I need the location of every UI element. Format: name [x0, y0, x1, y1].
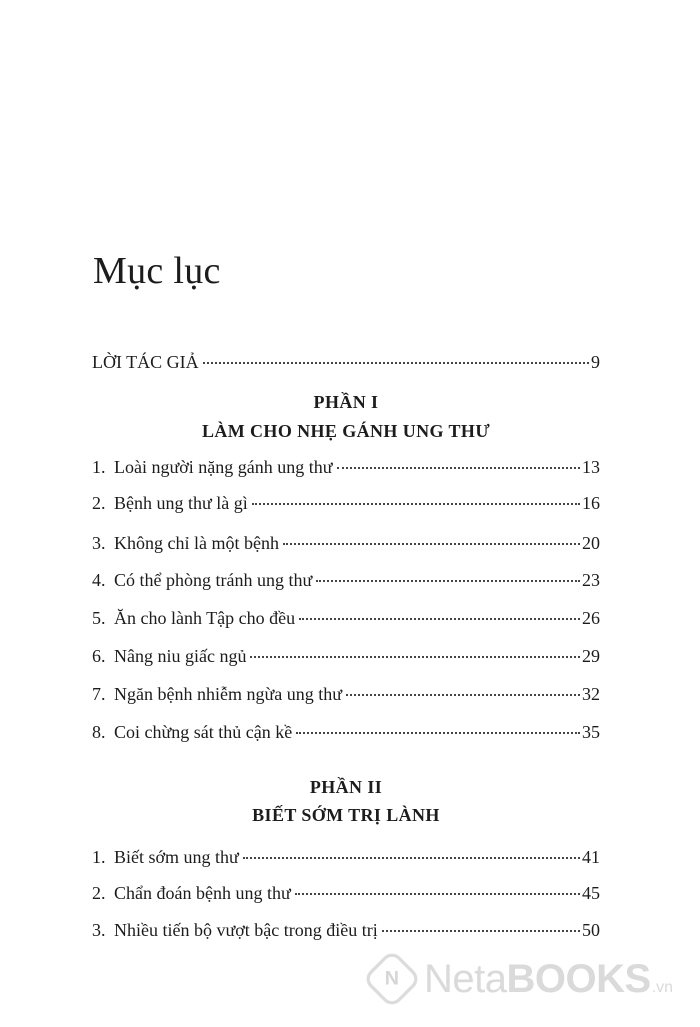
toc-entry-title: Nhiều tiến bộ vượt bậc trong điều trị [114, 920, 378, 940]
toc-entry-page: 9 [591, 352, 600, 372]
part-1-title: LÀM CHO NHẸ GÁNH UNG THƯ [201, 421, 491, 441]
toc-entry-page: 26 [582, 608, 600, 628]
dot-leader [299, 617, 580, 620]
dot-leader [250, 655, 580, 658]
toc-entry[interactable] [92, 606, 600, 630]
toc-entry-title: Ăn cho lành Tập cho đều [114, 608, 296, 628]
toc-entry-number: 3. [92, 533, 106, 553]
toc-entry-page: 35 [582, 722, 600, 742]
logo-mark-letter: N [384, 967, 400, 990]
toc-entry-title: Ngăn bệnh nhiễm ngừa ung thư [114, 684, 342, 704]
toc-entry-number: 8. [92, 722, 106, 742]
part-2-title: BIẾT SỚM TRỊ LÀNH [252, 805, 440, 825]
toc-entry-page: 32 [582, 684, 600, 704]
toc-entry-number: 1. [92, 457, 106, 477]
toc-entry-page: 13 [582, 457, 600, 477]
dot-leader [337, 466, 581, 469]
watermark-name-bold: BOOKS [506, 956, 651, 1001]
toc-entry-title: Biết sớm ung thư [114, 847, 239, 867]
toc-entry-number: 2. [92, 493, 106, 513]
dot-leader [295, 892, 580, 895]
toc-entry-page: 23 [582, 570, 600, 590]
toc-entry-title: Loài người nặng gánh ung thư [114, 457, 333, 477]
dot-leader [252, 502, 580, 505]
toc-entry-preface[interactable] [92, 350, 600, 374]
netabooks-watermark [366, 953, 673, 1005]
toc-entry[interactable] [92, 720, 600, 744]
toc-entry[interactable] [92, 568, 600, 592]
toc-entry-page: 20 [582, 533, 600, 553]
part-1-label: PHẦN I [313, 392, 379, 412]
toc-entry-page: 29 [582, 646, 600, 666]
dot-leader [316, 579, 580, 582]
watermark-name [424, 957, 651, 1002]
toc-entry-page: 45 [582, 883, 600, 903]
page-title: Mục lục [93, 250, 221, 292]
toc-entry-title: Coi chừng sát thủ cận kề [114, 722, 293, 742]
dot-leader [346, 693, 580, 696]
toc-entry-number: 7. [92, 684, 106, 704]
toc-entry-title: Chẩn đoán bệnh ung thư [114, 883, 291, 903]
toc-entry-number: 6. [92, 646, 106, 666]
toc-entry[interactable] [92, 918, 600, 942]
toc-entry[interactable] [92, 491, 600, 515]
toc-entry-title: Có thể phòng tránh ung thư [114, 570, 313, 590]
toc-entry-number: 1. [92, 847, 106, 867]
toc-entry-title: Không chỉ là một bệnh [114, 533, 279, 553]
dot-leader [203, 361, 589, 364]
dot-leader [382, 929, 580, 932]
toc-entry-number: 2. [92, 883, 106, 903]
toc-entry-title: Bệnh ung thư là gì [114, 493, 248, 513]
toc-entry-number: 4. [92, 570, 106, 590]
toc-entry-title: Nâng niu giấc ngủ [114, 646, 247, 666]
part-2-label: PHẦN II [309, 777, 383, 797]
toc-entry[interactable] [92, 644, 600, 668]
toc-entry[interactable] [92, 455, 600, 479]
toc-entry-page: 50 [582, 920, 600, 940]
dot-leader [243, 856, 580, 859]
toc-entry[interactable] [92, 531, 600, 555]
dot-leader [283, 542, 580, 545]
toc-entry-title: LỜI TÁC GIẢ [92, 352, 199, 372]
toc-entry-number: 3. [92, 920, 106, 940]
watermark-name-light: Neta [424, 956, 507, 1001]
toc-entry-page: 16 [582, 493, 600, 513]
toc-entry[interactable] [92, 682, 600, 706]
toc-entry-number: 5. [92, 608, 106, 628]
toc-entry[interactable] [92, 845, 600, 869]
netabooks-logo-icon [362, 949, 422, 1009]
toc-entry-page: 41 [582, 847, 600, 867]
watermark-suffix: .vn [651, 979, 674, 996]
dot-leader [296, 731, 580, 734]
toc-entry[interactable] [92, 881, 600, 905]
